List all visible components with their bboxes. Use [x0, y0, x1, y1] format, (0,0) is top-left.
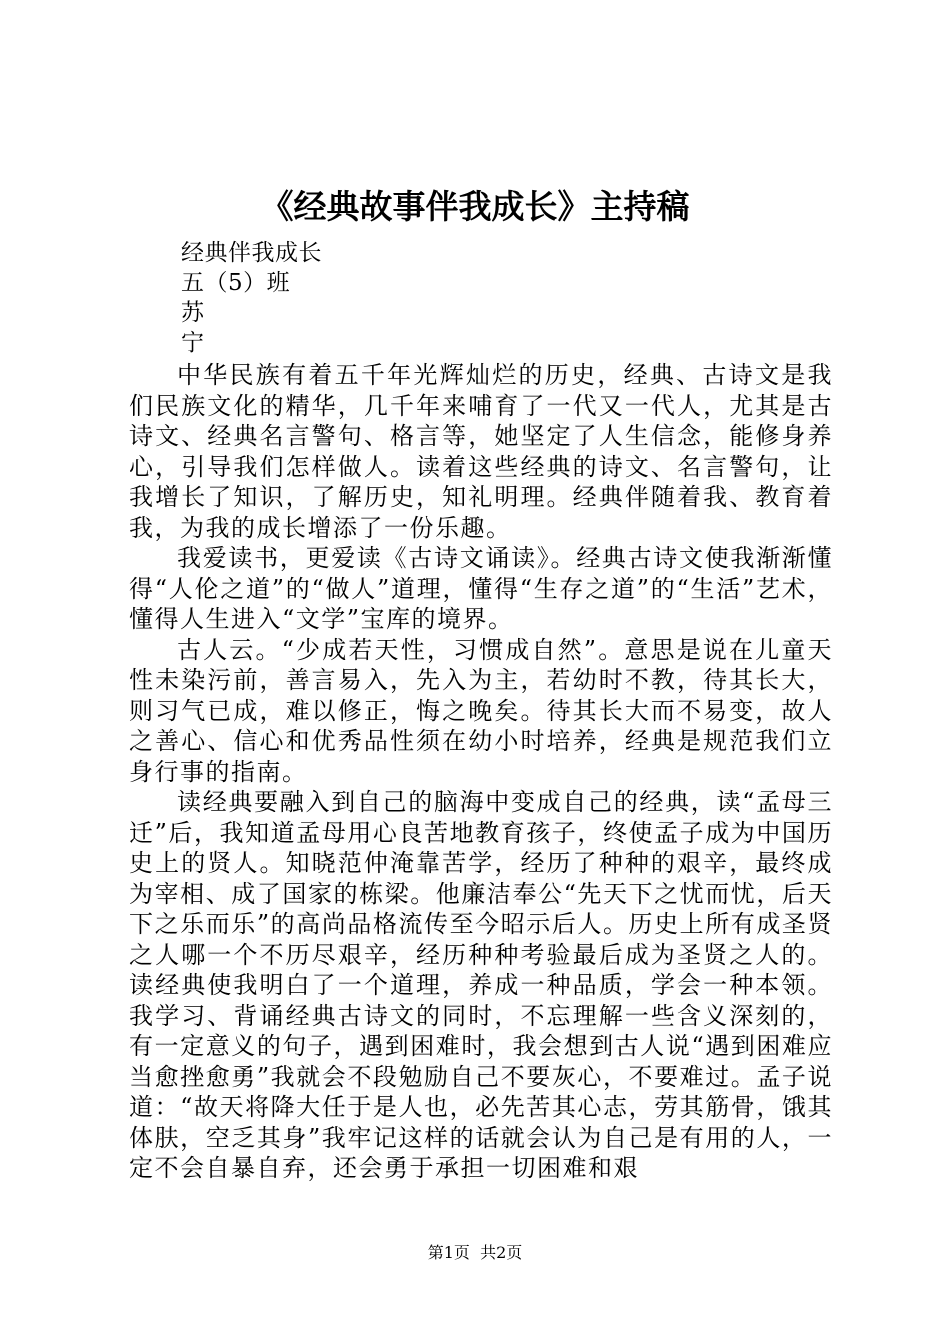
class-line: 五（5）班	[181, 270, 291, 296]
page-total: 共2页	[480, 1243, 523, 1262]
body-paragraph: 古人云。“少成若天性，习惯成自然”。意思是说在儿童天性未染污前，善言易入，先入为主，若幼时不教，待其长大，则习气已成，难以修正，悔之晚矣。待其长大而不易变，故人之善心、信心和优秀品性须在幼小时培养，经典是规范我们立身行事的指南。	[129, 635, 833, 786]
subtitle-line: 经典伴我成长	[181, 240, 322, 266]
author-surname-line: 苏	[181, 300, 205, 326]
author-given-name-line: 宁	[181, 330, 205, 356]
body-paragraph: 我爱读书，更爱读《古诗文诵读》。经典古诗文使我渐渐懂得“人伦之道”的“做人”道理，懂得“生存之道”的“生活”艺术，懂得人生进入“文学”宝库的境界。	[129, 544, 833, 633]
document-body	[129, 360, 833, 1184]
page-footer	[0, 1242, 950, 1264]
page-number: 第1页	[427, 1243, 470, 1262]
document-title: 《经典故事伴我成长》主持稿	[260, 187, 690, 226]
body-paragraph: 中华民族有着五千年光辉灿烂的历史，经典、古诗文是我们民族文化的精华，几千年来哺育了一代又一代人，尤其是古诗文、经典名言警句、格言等，她坚定了人生信念，能修身养心，引导我们怎样做人。读着这些经典的诗文、名言警句，让我增长了知识，了解历史，知礼明理。经典伴随着我、教育着我，为我的成长增添了一份乐趣。	[129, 361, 833, 542]
body-paragraph: 读经典要融入到自己的脑海中变成自己的经典，读“孟母三迁”后，我知道孟母用心良苦地教育孩子，终使孟子成为中国历史上的贤人。知晓范仲淹靠苦学，经历了种种的艰辛，最终成为宰相、成了国家的栋梁。他廉洁奉公“先天下之忧而忧，后天下之乐而乐”的高尚品格流传至今昭示后人。历史上所有成圣贤之人哪一个不历尽艰辛，经历种种考验最后成为圣贤之人的。读经典使我明白了一个道理，养成一种品质，学会一种本领。我学习、背诵经典古诗文的同时，不忘理解一些含义深刻的，有一定意义的句子，遇到困难时，我会想到古人说“遇到困难应当愈挫愈勇”我就会不段勉励自己不要灰心，不要难过。孟子说道：“故天将降大任于是人也，必先苦其心志，劳其筋骨，饿其体肤，空乏其身”我牢记这样的话就会认为自己是有用的人，一定不会自暴自弃，还会勇于承担一切困难和艰	[129, 788, 833, 1182]
header-lines	[181, 238, 322, 358]
